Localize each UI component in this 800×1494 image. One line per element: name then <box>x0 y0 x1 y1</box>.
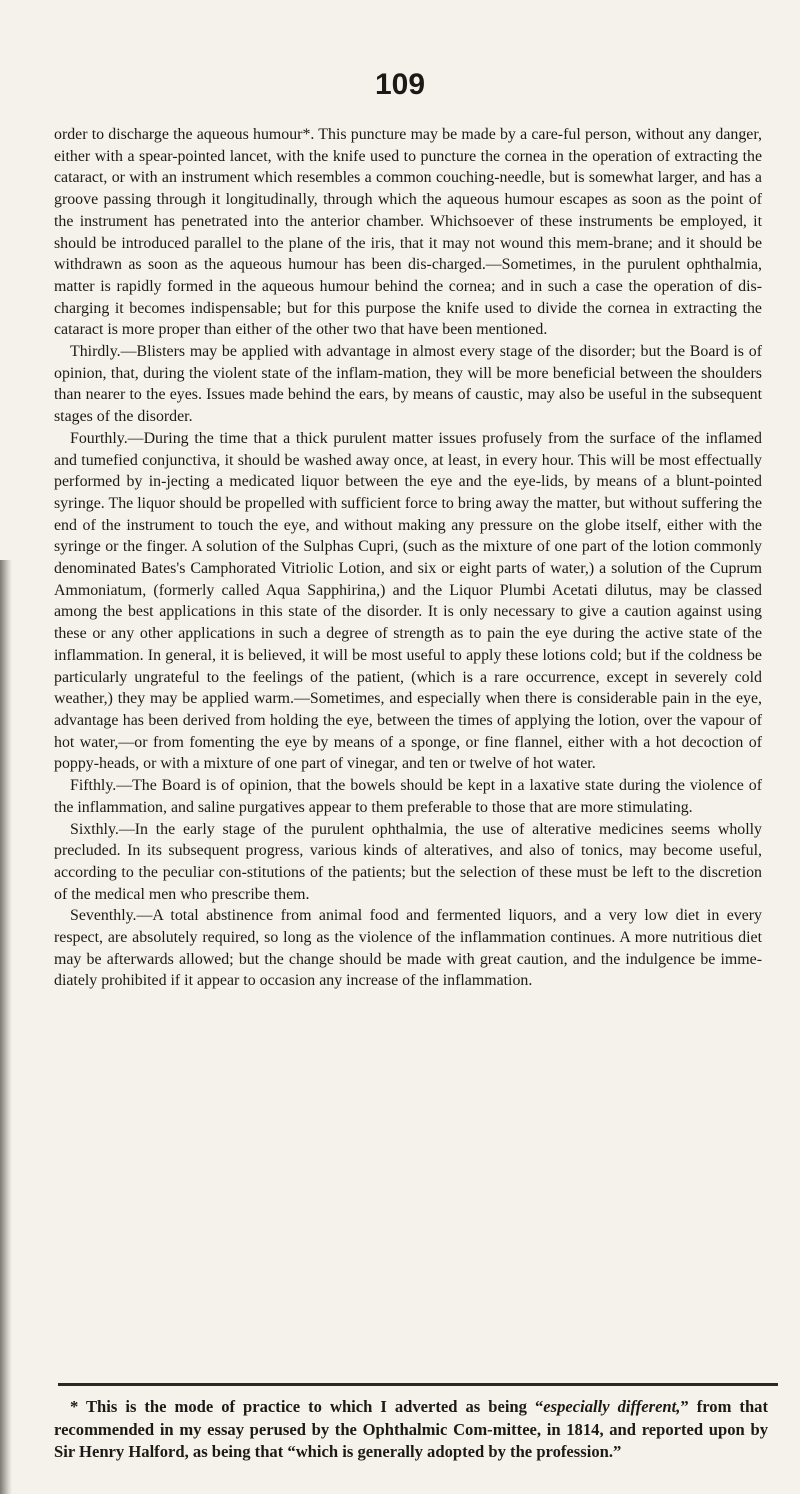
paragraph-seventhly: Seventhly.—A total abstinence from animal food and fermented liquors, and a very low diet in every respect, are absolutely required, so long as the violence of the inflammation continues. A more nutritious diet may be afterwards allowed; but the change should be made with great caution, and the indulgence be imme-diately prohibited if it appear to occasion any increase of the inflammation. <box>54 907 762 990</box>
paragraph-thirdly: Thirdly.—Blisters may be applied with advantage in almost every stage of the disorder; but the Board is of opinion, that, during the violent state of the inflam-mation, they will be more beneficial between the shoulders than nearer to the eyes. Issues made behind the ears, by means of caustic, may also be useful in the subsequent stages of the disorder. <box>54 343 762 426</box>
page-edge-shadow <box>0 560 12 1494</box>
main-text <box>54 124 762 992</box>
footnote-paragraph <box>54 1396 768 1464</box>
footnote-text-end: ” from that recommended in my essay perused by the Ophthalmic Com-mittee, in 1814, and reported upon by Sir Henry Halford, as being that “which is generally adopted by the profession.” <box>54 1397 768 1461</box>
footnote-text-start: * This is the mode of practice to which I adverted as being “ <box>70 1397 544 1416</box>
paragraph-fourthly: Fourthly.—During the time that a thick purulent matter issues profusely from the surface of the inflamed and tumefied conjunctiva, it should be washed away once, at least, in every hour. This will be most effectually performed by in-jecting a medicated liquor between the eye and the eye-lids, by means of a blunt-pointed syringe. The liquor should be propelled with sufficient force to bring away the matter, but without suffering the end of the instrument to touch the eye, and without making any pressure on the globe itself, either with the syringe or the finger. A solution of the Sulphas Cupri, (such as the mixture of one part of the lotion commonly denominated Bates's Camphorated Vitriolic Lotion, and six or eight parts of water,) a solution of the Cuprum Ammoniatum, (formerly called Aqua Sapphirina,) and the Liquor Plumbi Acetati dilutus, may be classed among the best applications in this state of the disorder. It is only necessary to give a caution against using these or any other applications in such a degree of strength as to pain the eye during the active state of the inflammation. In general, it is believed, it will be most useful to apply these lotions cold; but if the coldness be particularly ungrateful to the feelings of the patient, (which is a rare occurrence, except in severely cold weather,) they may be applied warm.—Sometimes, and especially when there is considerable pain in the eye, advantage has been derived from holding the eye, between the times of applying the lotion, over the vapour of hot water,—or from fomenting the eye by means of a sponge, or fine flannel, either with a hot decoction of poppy-heads, or with a mixture of one part of vinegar, and ten or twelve of hot water. <box>54 429 762 773</box>
page-number: 109 <box>374 68 426 101</box>
paragraph-fifthly: Fifthly.—The Board is of opinion, that the bowels should be kept in a laxative state during the violence of the inflammation, and saline purgatives appear to them preferable to those that are more stimulating. <box>54 777 762 816</box>
footnote <box>54 1396 768 1464</box>
footnote-rule <box>58 1383 778 1386</box>
paragraph-discharge: order to discharge the aqueous humour*. This puncture may be made by a care-ful person, without any danger, either with a spear-pointed lancet, with the knife used to puncture the cornea in the operation of extracting the cataract, or with an instrument which resembles a common couching-needle, but is somewhat larger, and has a groove passing through it longitudinally, through which the aqueous humour escapes as soon as the point of the instrument has penetrated into the anterior chamber. Whichsoever of these instruments be employed, it should be introduced parallel to the plane of the iris, that it may not wound this mem-brane; and it should be withdrawn as soon as the aqueous humour has been dis-charged.—Sometimes, in the purulent ophthalmia, matter is rapidly formed in the aqueous humour behind the cornea; and in such a case the operation of dis-charging it becomes indispensable; but for this purpose the knife used to divide the cornea in extracting the cataract is more proper than either of the other two that have been mentioned. <box>54 126 762 339</box>
paragraph-sixthly: Sixthly.—In the early stage of the purulent ophthalmia, the use of alterative medicines seems wholly precluded. In its subsequent progress, various kinds of alteratives, and also of tonics, may become useful, according to the peculiar con-stitutions of the patients; but the selection of these must be left to the discretion of the medical men who prescribe them. <box>54 820 762 903</box>
footnote-emphasis: especially different, <box>543 1397 681 1416</box>
